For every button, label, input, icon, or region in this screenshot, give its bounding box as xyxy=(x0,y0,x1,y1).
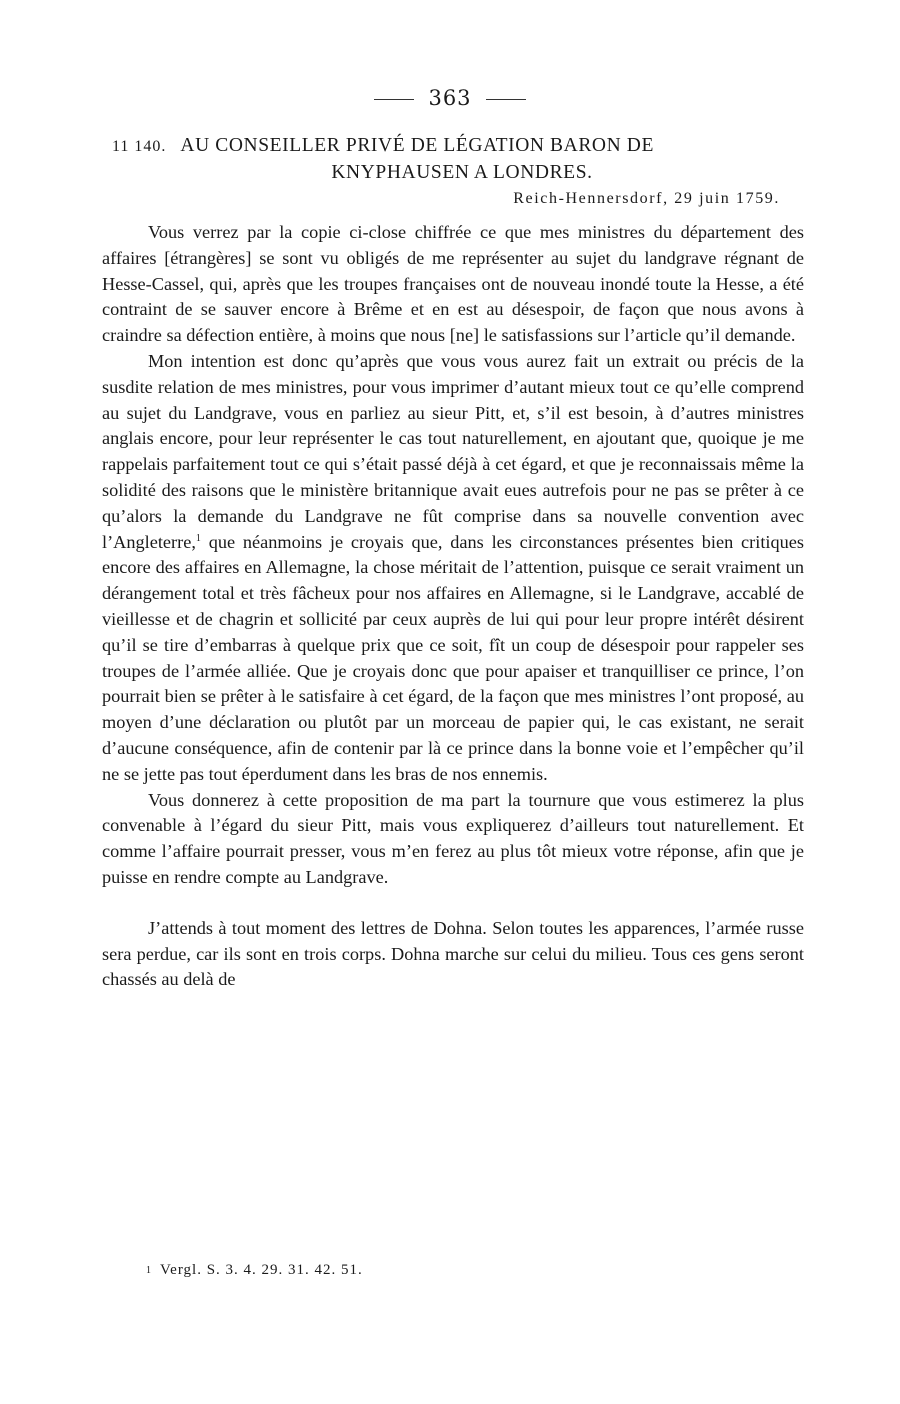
paragraph-1: Vous verrez par la copie ci-close chiffrée ce que mes ministres du département des affaires [étrangères] se sont vu obligés de me représenter au sujet du landgrave régnant de Hesse-Cassel, qui, après que les troupes françaises ont de nouveau inondé toute la Hesse, a été contraint de se sauver encore à Brême et en est au désespoir, de façon que nous avons à craindre sa défection entière, à moins que nous [ne] le satisfassions sur l’article qu’il demande. xyxy=(102,222,804,346)
footnote-text: Vergl. S. 3. 4. 29. 31. 42. 51. xyxy=(160,1262,363,1278)
letter-title-line1: AU CONSEILLER PRIVÉ DE LÉGATION BARON DE xyxy=(180,135,654,156)
header-rule-left xyxy=(374,99,414,100)
letter-title-line2: KNYPHAUSEN A LONDRES. xyxy=(331,162,593,183)
paragraph-3: Vous donnerez à cette proposition de ma part la tournure que vous estimerez la plus convenable à l’égard du sieur Pitt, mais vous expliquerez d’ailleurs tout naturellement. Et comme l’affaire pourrait presser, vous m’en ferez au plus tôt mieux votre réponse, afin que je puisse en rendre compte au Landgrave. xyxy=(102,789,804,887)
footnote-reference: 1 xyxy=(195,532,201,544)
paragraph-2-part-a: Mon intention est donc qu’après que vous vous aurez fait un extrait ou précis de la susdite relation de mes ministres, pour vous imprimer d’autant mieux tout ce qu’elle comprend au sujet du Landgrave, vous en parliez au sieur Pitt, et, s’il est besoin, à d’autres ministres anglais encore, pour leur représenter le cas tout naturellement, en ajoutant que, quoique je me rappelais parfaitement tout ce qui s’était passé déjà à cet égard, et que je reconnaissais même la solidité des raisons que le ministère britannique avait eues autrefois pour ne pas se prêter à ce qu’alors la demande du Landgrave ne fût comprise dans sa nouvelle convention avec l’Angleterre, xyxy=(102,350,804,552)
letter-body xyxy=(102,220,804,993)
letter-dateline: Reich-Hennersdorf, 29 juin 1759. xyxy=(513,190,780,207)
paragraph-2 xyxy=(102,349,804,788)
page-number: 363 xyxy=(428,86,472,110)
footnote xyxy=(146,1262,363,1279)
paragraph-2-part-b: que néanmoins je croyais que, dans les circonstances présentes bien critiques encore des affaires en Allemagne, la chose méritait de l’attention, puisque ce serait vraiment un dérangement total et très fâcheux pour nos affaires en Allemagne, si le Landgrave, accablé de vieillesse et de chagrin et sollicité par ceux auprès de lui qui pour leur propre intérêt désirent qu’il se tire d’embarras à quelque prix que ce soit, fît un coup de désespoir pour rappeler ses troupes de l’armée alliée. Que je croyais donc que pour apaiser et tranquilliser ce prince, l’on pourrait bien se prêter à le satisfaire à cet égard, de la façon que mes ministres l’ont proposé, au moyen d’une déclaration ou plutôt par un morceau de papier qui, le cas existant, ne serait d’aucune conséquence, afin de contenir par là ce prince dans la bonne voie et l’empêcher qu’il ne se jette pas tout éperdument dans les bras de nos ennemis. xyxy=(102,531,804,784)
paragraph-4: J’attends à tout moment des lettres de Dohna. Selon toutes les apparences, l’armée russe sera perdue, car ils sont en trois corps. Dohna marche sur celui du milieu. Tous ces gens seront chassés au delà de xyxy=(102,917,804,990)
page-header xyxy=(0,86,900,110)
footnote-mark: 1 xyxy=(146,1265,152,1276)
letter-heading xyxy=(112,133,802,186)
letter-number: 11 140. xyxy=(112,138,167,155)
header-rule-right xyxy=(486,99,526,100)
